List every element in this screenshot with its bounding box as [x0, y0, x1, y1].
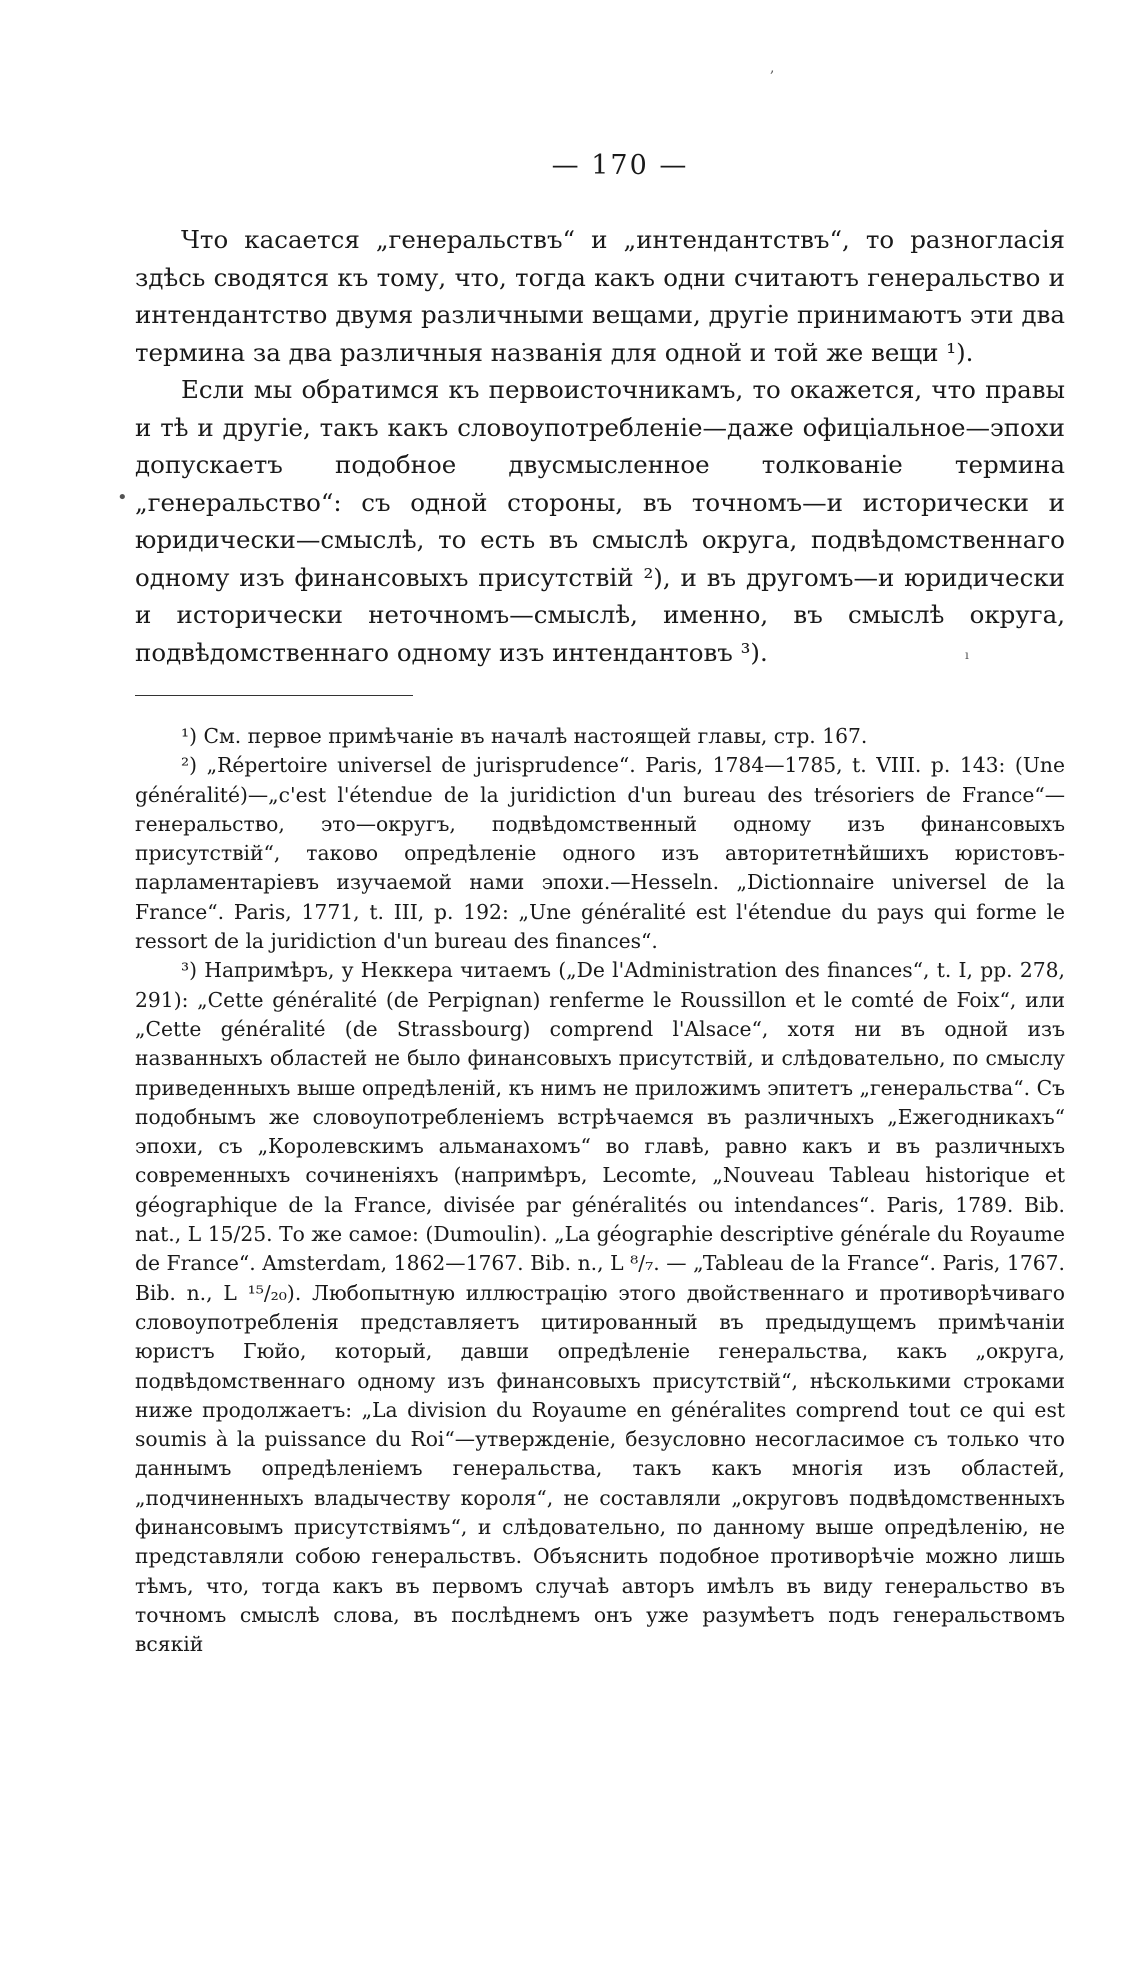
book-page — [135, 150, 1065, 1660]
main-text — [135, 221, 1065, 671]
stray-mark: • — [117, 487, 128, 508]
paragraph: Что касается „генеральствъ“ и „интендантствъ“, то разногласія здѣсь сводятся къ тому, что, тогда какъ одни считаютъ генеральство и интендантство двумя различными вещами, другіе принимаютъ эти два термина за два различныя названія для одной и той же вещи ¹). — [135, 225, 1065, 367]
stray-mark: , — [770, 60, 775, 76]
stray-mark: ı — [965, 648, 969, 662]
footnote: ³) Напримѣръ, у Неккера читаемъ („De l'Administration des finances“, t. I, pp. 278, 291): „Cette généralité (de Perpignan) renferme le Roussillon et le comté de Foix“, или „Cette généralité (de Strassbourg) comprend l'Alsace“, хотя ни въ одной изъ названныхъ областей не было финансовыхъ присутствій, и слѣдовательно, по смыслу приведенныхъ выше опредѣленій, къ нимъ не приложимъ эпитетъ „генеральства“. Съ подобнымъ же словоупотребленіемъ встрѣчаемся въ различныхъ „Ежегодникахъ“ эпохи, съ „Королевскимъ альманахомъ“ во главѣ, равно какъ и въ различныхъ современныхъ сочиненіяхъ (напримѣръ, Lecomte, „Nouveau Tableau historique et géographique de la France, divisée par généralités ou intendances“. Paris, 1789. Bib. nat., L 15/25. То же самое: (Dumoulin). „La géographie descriptive générale du Royaume de France“. Amsterdam, 1862—1767. Bib. n., L ⁸/₇. — „Tableau de la France“. Paris, 1767. Bib. n., L ¹⁵/₂₀). Любопытную иллюстрацію этого двойственнаго и противорѣчиваго словоупотребленія представляетъ цитированный въ предыдущемъ примѣчаніи юристъ Гюйо, который, давши опредѣленіе генеральства, какъ „округа, подвѣдомственнаго одному изъ финансовыхъ присутствій“, нѣсколькими строками ниже продолжаетъ: „La division du Royaume en généralites comprend tout ce qui est soumis à la puissance du Roi“—утвержденіе, безусловно несогласимое съ только что даннымъ опредѣленіемъ генеральства, такъ какъ многія изъ областей, „подчиненныхъ владычеству короля“, не составляли „округовъ подвѣдомственныхъ финансовымъ присутствіямъ“, и слѣдовательно, по данному выше опредѣленію, не представляли собою генеральствъ. Объяснить подобное противорѣчіе можно лишь тѣмъ, что, тогда какъ въ первомъ случаѣ авторъ имѣлъ въ виду генеральство въ точномъ смыслѣ слова, въ послѣднемъ онъ уже разумѣетъ подъ генеральствомъ всякій — [135, 958, 1065, 1657]
paragraph: Если мы обратимся къ первоисточникамъ, то окажется, что правы и тѣ и другіе, такъ какъ словоупотребленіе—даже офиціальное—эпохи допускаетъ подобное двусмысленное толкованіе термина „генеральство“: съ одной стороны, въ точномъ—и исторически и юридически—смыслѣ, то есть въ смыслѣ округа, подвѣдомственнаго одному изъ финансовыхъ присутствій ²), и въ другомъ—и юридически и исторически неточномъ—смыслѣ, именно, въ смыслѣ округа, подвѣдомственнаго одному изъ интендантовъ ³). — [135, 375, 1065, 667]
footnote: ²) „Répertoire universel de jurisprudence“. Paris, 1784—1785, t. VIII. p. 143: (Une généralité)—„c'est l'étendue de la juridiction d'un bureau des trésoriers de France“—генеральство, это—округъ, подвѣдомственный одному изъ финансовыхъ присутствій“, таково опредѣленіе одного изъ авторитетнѣйшихъ юристовъ-парламентаріевъ изучаемой нами эпохи.—Hesseln. „Dictionnaire universel de la France“. Paris, 1771, t. III, p. 192: „Une généralité est l'étendue du pays qui forme le ressort de la juridiction d'un bureau des finances“. — [135, 753, 1065, 954]
footnotes — [135, 722, 1065, 1660]
footnote-divider — [135, 695, 413, 696]
footnote: ¹) См. первое примѣчаніе въ началѣ настоящей главы, стр. 167. — [181, 724, 868, 748]
page-number: — 170 — — [551, 150, 689, 181]
